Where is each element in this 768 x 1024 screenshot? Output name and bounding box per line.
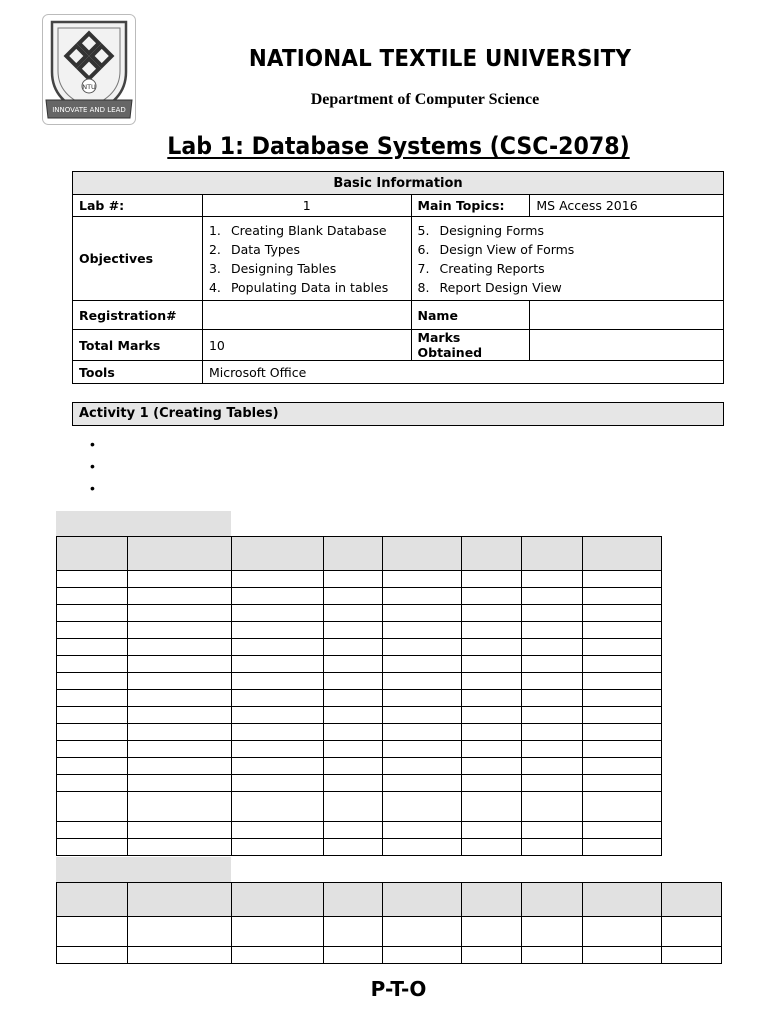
objective-item: 8. Report Design View <box>417 279 562 295</box>
table-cell[interactable] <box>583 690 662 707</box>
objectives-list-right <box>418 221 717 297</box>
table-cell[interactable] <box>383 775 462 792</box>
table-row <box>57 673 662 690</box>
objective-item: 7. Creating Reports <box>417 260 545 276</box>
table-cell[interactable] <box>462 656 522 673</box>
table-cell[interactable] <box>583 758 662 775</box>
table-cell[interactable] <box>127 947 231 964</box>
blank-table-two <box>56 882 722 964</box>
table-cell[interactable] <box>231 707 323 724</box>
table-cell[interactable] <box>57 724 128 741</box>
objectives-label: Objectives <box>73 217 203 301</box>
table-cell[interactable] <box>323 605 383 622</box>
table-cell[interactable] <box>57 639 128 656</box>
table-cell[interactable] <box>383 758 462 775</box>
university-logo <box>42 14 136 125</box>
registration-value[interactable] <box>202 301 411 330</box>
table-cell[interactable] <box>57 622 128 639</box>
table-cell[interactable] <box>583 673 662 690</box>
table-header-cell[interactable] <box>522 883 583 917</box>
total-marks-label: Total Marks <box>73 330 203 361</box>
page-turn-note: P-T-O <box>370 977 427 1001</box>
table-cell[interactable] <box>383 656 462 673</box>
table-row <box>57 917 722 947</box>
table-cell[interactable] <box>231 639 323 656</box>
table-header-cell[interactable] <box>231 537 323 571</box>
university-name: NATIONAL TEXTILE UNIVERSITY <box>248 46 632 72</box>
table-cell[interactable] <box>57 741 128 758</box>
table-cell[interactable] <box>323 690 383 707</box>
table-cell[interactable] <box>522 588 583 605</box>
table-header-cell[interactable] <box>383 883 462 917</box>
table-cell[interactable] <box>522 571 583 588</box>
table-row <box>57 839 662 856</box>
objective-item: 4. Populating Data in tables <box>208 279 389 295</box>
table-row <box>57 775 662 792</box>
table-cell[interactable] <box>231 917 323 947</box>
table-cell[interactable] <box>57 605 128 622</box>
marks-obtained-value[interactable] <box>530 330 724 361</box>
table-cell[interactable] <box>462 839 522 856</box>
table-cell[interactable] <box>127 724 231 741</box>
table-cell[interactable] <box>383 822 462 839</box>
table-header-cell[interactable] <box>383 537 462 571</box>
table-cell[interactable] <box>127 707 231 724</box>
table-cell[interactable] <box>522 792 583 822</box>
table-cell[interactable] <box>383 839 462 856</box>
table-cell[interactable] <box>57 792 128 822</box>
registration-label: Registration# <box>73 301 203 330</box>
table-cell[interactable] <box>127 839 231 856</box>
table-row <box>57 622 662 639</box>
table-cell[interactable] <box>323 707 383 724</box>
table-cell[interactable] <box>57 822 128 839</box>
table-cell[interactable] <box>231 822 323 839</box>
table-cell[interactable] <box>383 707 462 724</box>
table-cell[interactable] <box>583 605 662 622</box>
table-cell[interactable] <box>383 917 462 947</box>
table-cell[interactable] <box>462 588 522 605</box>
table-cell[interactable] <box>127 690 231 707</box>
table-cell[interactable] <box>522 917 583 947</box>
table-cell[interactable] <box>522 690 583 707</box>
table-cell[interactable] <box>127 656 231 673</box>
table-cell[interactable] <box>383 588 462 605</box>
logo-ribbon-text: INNOVATE AND LEAD <box>52 106 126 114</box>
table-cell[interactable] <box>383 724 462 741</box>
table-cell[interactable] <box>127 792 231 822</box>
bullet-item: • <box>90 436 95 452</box>
table-row <box>57 792 662 822</box>
tools-value: Microsoft Office <box>202 361 723 384</box>
table-cell[interactable] <box>57 656 128 673</box>
table-cell[interactable] <box>583 822 662 839</box>
main-topics-value: MS Access 2016 <box>530 195 724 217</box>
name-label: Name <box>411 301 530 330</box>
table-cell[interactable] <box>323 775 383 792</box>
table-cell[interactable] <box>462 822 522 839</box>
table-cell[interactable] <box>231 588 323 605</box>
table-cell[interactable] <box>462 741 522 758</box>
table-cell[interactable] <box>323 839 383 856</box>
table-cell[interactable] <box>127 741 231 758</box>
table-row <box>57 605 662 622</box>
table-caption-box <box>56 857 231 883</box>
table-header-cell[interactable] <box>127 537 231 571</box>
table-header-cell[interactable] <box>323 883 383 917</box>
table-cell[interactable] <box>57 571 128 588</box>
table-cell[interactable] <box>323 673 383 690</box>
table-cell[interactable] <box>583 724 662 741</box>
table-cell[interactable] <box>522 947 583 964</box>
table-header-row <box>57 883 722 917</box>
table-header-cell[interactable] <box>127 883 231 917</box>
table-cell[interactable] <box>127 673 231 690</box>
table-cell[interactable] <box>323 822 383 839</box>
basic-information-heading: Basic Information <box>73 172 724 195</box>
table-cell[interactable] <box>127 758 231 775</box>
objectives-left-cell <box>202 217 411 301</box>
table-cell[interactable] <box>323 758 383 775</box>
table-cell[interactable] <box>57 917 128 947</box>
table-header-cell[interactable] <box>662 883 722 917</box>
table-cell[interactable] <box>462 775 522 792</box>
table-cell[interactable] <box>583 588 662 605</box>
table-cell[interactable] <box>231 605 323 622</box>
total-marks-value: 10 <box>202 330 411 361</box>
table-cell[interactable] <box>127 822 231 839</box>
main-topics-label: Main Topics: <box>411 195 530 217</box>
table-cell[interactable] <box>323 741 383 758</box>
table-row <box>57 639 662 656</box>
objective-item: 3. Designing Tables <box>208 260 337 276</box>
table-cell[interactable] <box>583 839 662 856</box>
table-cell[interactable] <box>231 839 323 856</box>
objective-item: 6. Design View of Forms <box>417 241 575 257</box>
table-header-cell[interactable] <box>522 537 583 571</box>
table-row <box>57 741 662 758</box>
table-cell[interactable] <box>662 947 722 964</box>
table-cell[interactable] <box>57 839 128 856</box>
table-cell[interactable] <box>127 622 231 639</box>
activity-bullet-list <box>90 433 95 499</box>
table-cell[interactable] <box>57 775 128 792</box>
table-cell[interactable] <box>462 792 522 822</box>
table-cell[interactable] <box>323 622 383 639</box>
table-cell[interactable] <box>231 775 323 792</box>
table-row <box>57 724 662 741</box>
table-row <box>57 690 662 707</box>
table-cell[interactable] <box>231 622 323 639</box>
table-cell[interactable] <box>323 724 383 741</box>
table-cell[interactable] <box>231 724 323 741</box>
table-row <box>57 588 662 605</box>
table-header-row <box>57 537 662 571</box>
table-cell[interactable] <box>583 622 662 639</box>
table-cell[interactable] <box>522 605 583 622</box>
table-header-cell[interactable] <box>231 883 323 917</box>
table-cell[interactable] <box>462 707 522 724</box>
bullet-item: • <box>90 480 95 496</box>
table-cell[interactable] <box>57 673 128 690</box>
table-cell[interactable] <box>522 775 583 792</box>
table-cell[interactable] <box>462 724 522 741</box>
lab-title: Lab 1: Database Systems (CSC-2078) <box>167 132 630 160</box>
table-header-cell[interactable] <box>57 537 128 571</box>
table-cell[interactable] <box>231 690 323 707</box>
table-cell[interactable] <box>583 792 662 822</box>
table-header-cell[interactable] <box>57 883 128 917</box>
table-row <box>57 947 722 964</box>
table-cell[interactable] <box>583 639 662 656</box>
blank-table-one <box>56 536 662 856</box>
table-cell[interactable] <box>583 917 662 947</box>
table-cell[interactable] <box>383 947 462 964</box>
table-cell[interactable] <box>57 758 128 775</box>
table-cell[interactable] <box>323 947 383 964</box>
table-cell[interactable] <box>127 639 231 656</box>
table-cell[interactable] <box>522 741 583 758</box>
table-cell[interactable] <box>462 622 522 639</box>
table-cell[interactable] <box>57 707 128 724</box>
table-cell[interactable] <box>522 639 583 656</box>
lab-number-value: 1 <box>202 195 411 217</box>
table-cell[interactable] <box>583 571 662 588</box>
table-cell[interactable] <box>522 758 583 775</box>
table-cell[interactable] <box>583 775 662 792</box>
table-cell[interactable] <box>57 947 128 964</box>
objective-item: 1. Creating Blank Database <box>208 222 387 238</box>
table-header-cell[interactable] <box>323 537 383 571</box>
table-cell[interactable] <box>462 571 522 588</box>
table-cell[interactable] <box>323 639 383 656</box>
table-caption-box <box>56 511 231 537</box>
table-cell[interactable] <box>127 605 231 622</box>
table-cell[interactable] <box>231 741 323 758</box>
table-header-cell[interactable] <box>462 883 522 917</box>
table-cell[interactable] <box>662 917 722 947</box>
table-cell[interactable] <box>522 656 583 673</box>
bullet-item: • <box>90 458 95 474</box>
table-cell[interactable] <box>522 622 583 639</box>
marks-obtained-label: Marks Obtained <box>411 330 530 361</box>
table-cell[interactable] <box>462 758 522 775</box>
table-cell[interactable] <box>462 917 522 947</box>
table-header-cell[interactable] <box>583 537 662 571</box>
table-row <box>57 571 662 588</box>
table-cell[interactable] <box>583 741 662 758</box>
table-cell[interactable] <box>323 571 383 588</box>
table-cell[interactable] <box>383 690 462 707</box>
department-name: Department of Computer Science <box>310 91 540 108</box>
table-cell[interactable] <box>383 741 462 758</box>
name-value[interactable] <box>530 301 724 330</box>
table-cell[interactable] <box>383 639 462 656</box>
table-cell[interactable] <box>583 947 662 964</box>
objectives-right-cell <box>411 217 723 301</box>
table-cell[interactable] <box>462 690 522 707</box>
table-cell[interactable] <box>462 639 522 656</box>
table-cell[interactable] <box>383 622 462 639</box>
table-header-cell[interactable] <box>583 883 662 917</box>
table-cell[interactable] <box>383 792 462 822</box>
table-cell[interactable] <box>383 605 462 622</box>
table-cell[interactable] <box>127 588 231 605</box>
table-cell[interactable] <box>231 571 323 588</box>
table-header-cell[interactable] <box>462 537 522 571</box>
table-cell[interactable] <box>231 947 323 964</box>
table-row <box>57 758 662 775</box>
table-cell[interactable] <box>462 605 522 622</box>
lab-number-label: Lab #: <box>73 195 203 217</box>
table-row <box>57 707 662 724</box>
table-cell[interactable] <box>127 571 231 588</box>
tools-label: Tools <box>73 361 203 384</box>
activity-heading: Activity 1 (Creating Tables) <box>72 402 724 426</box>
table-cell[interactable] <box>583 656 662 673</box>
table-cell[interactable] <box>231 792 323 822</box>
table-cell[interactable] <box>462 947 522 964</box>
table-cell[interactable] <box>522 839 583 856</box>
table-row <box>57 822 662 839</box>
table-cell[interactable] <box>57 588 128 605</box>
table-cell[interactable] <box>522 673 583 690</box>
objective-item: 2. Data Types <box>208 241 300 257</box>
objective-item: 5. Designing Forms <box>417 222 544 238</box>
table-cell[interactable] <box>231 673 323 690</box>
table-cell[interactable] <box>583 707 662 724</box>
table-cell[interactable] <box>57 690 128 707</box>
table-cell[interactable] <box>462 673 522 690</box>
logo-text: NTU <box>82 83 96 91</box>
table-cell[interactable] <box>323 656 383 673</box>
table-cell[interactable] <box>522 724 583 741</box>
basic-information-table <box>72 171 724 384</box>
table-cell[interactable] <box>323 792 383 822</box>
table-cell[interactable] <box>127 775 231 792</box>
table-cell[interactable] <box>231 656 323 673</box>
table-cell[interactable] <box>383 673 462 690</box>
table-cell[interactable] <box>522 707 583 724</box>
objectives-list-left <box>209 221 405 297</box>
table-cell[interactable] <box>323 588 383 605</box>
table-cell[interactable] <box>522 822 583 839</box>
table-row <box>57 656 662 673</box>
table-cell[interactable] <box>231 758 323 775</box>
table-cell[interactable] <box>323 917 383 947</box>
table-cell[interactable] <box>127 917 231 947</box>
table-cell[interactable] <box>383 571 462 588</box>
